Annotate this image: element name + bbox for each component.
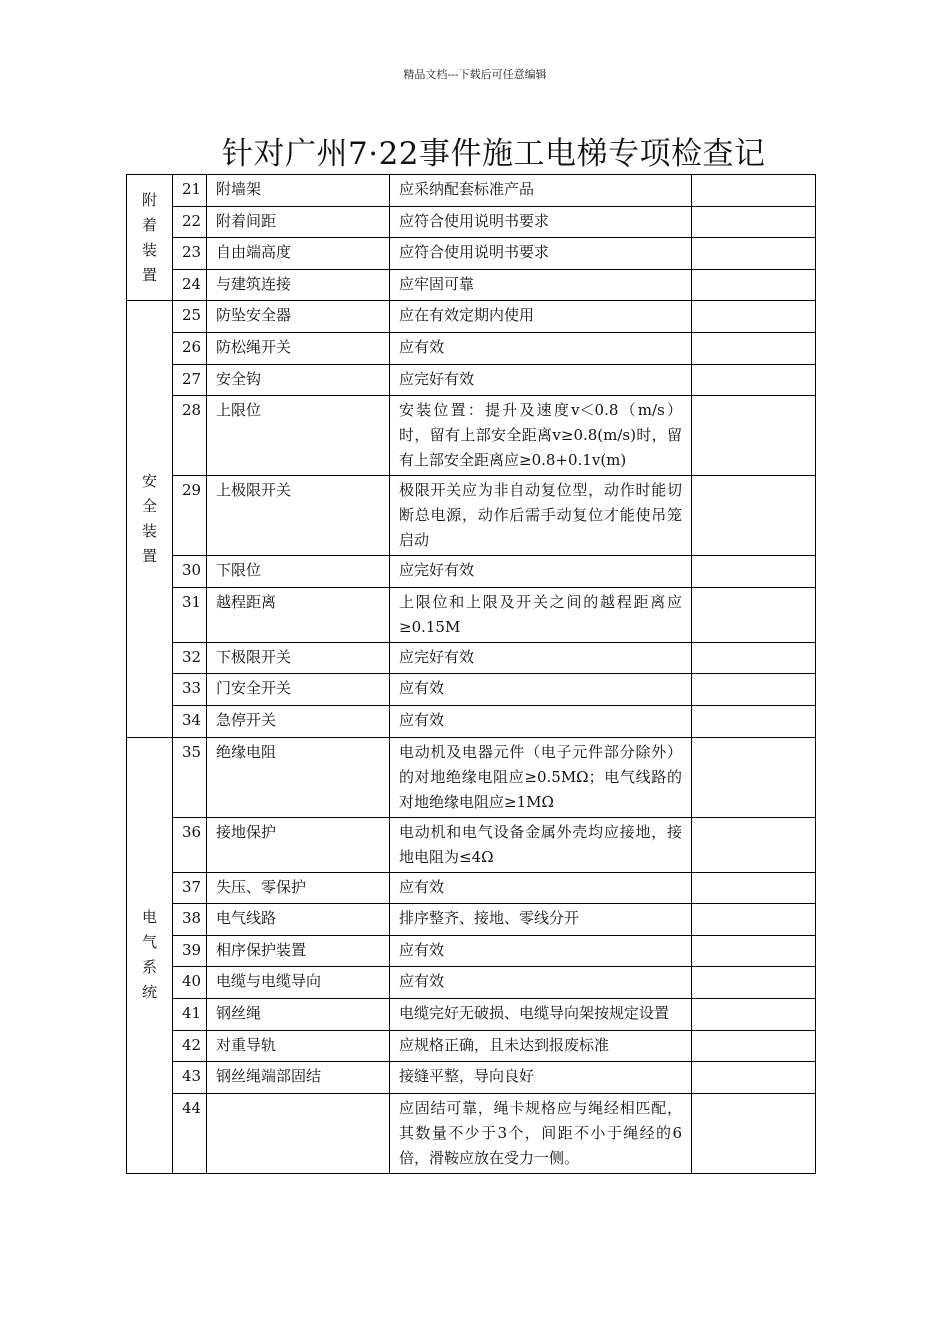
item-name: 防松绳开关: [207, 332, 390, 364]
item-number: 37: [173, 872, 207, 904]
table-row: [127, 332, 816, 364]
item-name: 上限位: [207, 396, 390, 476]
item-number: 26: [173, 332, 207, 364]
item-requirement: 应完好有效: [390, 364, 692, 396]
table-row: [127, 705, 816, 737]
group-label-cell: [127, 301, 173, 737]
item-requirement: 电动机及电器元件（电子元件部分除外）的对地绝缘电阻应≥0.5MΩ；电气线路的对地绝缘电阻应≥1MΩ: [390, 737, 692, 817]
item-result: [692, 642, 816, 674]
item-requirement: 应有效: [390, 967, 692, 999]
table-row: [127, 396, 816, 476]
item-result: [692, 364, 816, 396]
item-result: [692, 1062, 816, 1094]
table-row: [127, 967, 816, 999]
table-row: [127, 238, 816, 270]
item-number: 40: [173, 967, 207, 999]
item-result: [692, 556, 816, 588]
item-requirement: 应完好有效: [390, 642, 692, 674]
item-requirement: 上限位和上限及开关之间的越程距离应≥0.15M: [390, 587, 692, 642]
item-name: 与建筑连接: [207, 269, 390, 301]
item-result: [692, 238, 816, 270]
item-name: 自由端高度: [207, 238, 390, 270]
item-result: [692, 904, 816, 936]
item-result: [692, 175, 816, 207]
item-number: 41: [173, 998, 207, 1030]
item-name: 接地保护: [207, 817, 390, 872]
item-result: [692, 817, 816, 872]
item-name: 下限位: [207, 556, 390, 588]
item-requirement: 应完好有效: [390, 556, 692, 588]
item-requirement: 应有效: [390, 332, 692, 364]
item-name: 电缆与电缆导向: [207, 967, 390, 999]
inspection-table: [126, 174, 816, 1174]
item-result: [692, 332, 816, 364]
item-name: 钢丝绳端部固结: [207, 1062, 390, 1094]
page-header-note: 精品文档---下载后可任意编辑: [403, 68, 547, 81]
group-label: 电气系统: [141, 908, 157, 1002]
item-name: [207, 1093, 390, 1173]
table-row: [127, 476, 816, 556]
item-number: 22: [173, 206, 207, 238]
item-number: 36: [173, 817, 207, 872]
item-number: 35: [173, 737, 207, 817]
table-row: [127, 674, 816, 706]
item-name: 下极限开关: [207, 642, 390, 674]
item-requirement: 安装位置：提升及速度v＜0.8（m/s）时，留有上部安全距离v≥0.8(m/s)时，留有上部安全距离应≥0.8+0.1v(m): [390, 396, 692, 476]
table-row: [127, 364, 816, 396]
table-row: [127, 1030, 816, 1062]
item-requirement: 应有效: [390, 935, 692, 967]
item-name: 越程距离: [207, 587, 390, 642]
table-row: [127, 556, 816, 588]
item-number: 27: [173, 364, 207, 396]
table-row: [127, 998, 816, 1030]
item-name: 电气线路: [207, 904, 390, 936]
item-result: [692, 587, 816, 642]
item-result: [692, 705, 816, 737]
item-number: 42: [173, 1030, 207, 1062]
table-row: [127, 1093, 816, 1173]
item-number: 44: [173, 1093, 207, 1173]
item-requirement: 应采纳配套标准产品: [390, 175, 692, 207]
item-requirement: 应符合使用说明书要求: [390, 206, 692, 238]
item-result: [692, 872, 816, 904]
item-number: 23: [173, 238, 207, 270]
group-label: 安全装置: [141, 471, 157, 565]
item-requirement: 应在有效定期内使用: [390, 301, 692, 333]
table-row: [127, 642, 816, 674]
item-requirement: 应固结可靠，绳卡规格应与绳经相匹配，其数量不少于3个，间距不小于绳经的6倍，滑鞍应放在受力一侧。: [390, 1093, 692, 1173]
inspection-table-body: [127, 175, 816, 1174]
item-number: 43: [173, 1062, 207, 1094]
table-row: [127, 206, 816, 238]
item-name: 安全钩: [207, 364, 390, 396]
table-row: [127, 587, 816, 642]
item-requirement: 接缝平整，导向良好: [390, 1062, 692, 1094]
item-requirement: 应有效: [390, 674, 692, 706]
item-name: 门安全开关: [207, 674, 390, 706]
item-result: [692, 476, 816, 556]
item-name: 附墙架: [207, 175, 390, 207]
item-number: 39: [173, 935, 207, 967]
item-result: [692, 967, 816, 999]
table-row: [127, 904, 816, 936]
item-result: [692, 674, 816, 706]
item-name: 相序保护装置: [207, 935, 390, 967]
table-row: [127, 872, 816, 904]
item-result: [692, 1030, 816, 1062]
item-requirement: 应牢固可靠: [390, 269, 692, 301]
item-number: 30: [173, 556, 207, 588]
item-result: [692, 396, 816, 476]
item-result: [692, 301, 816, 333]
item-name: 失压、零保护: [207, 872, 390, 904]
item-name: 急停开关: [207, 705, 390, 737]
table-row: [127, 175, 816, 207]
group-label: 附着装置: [141, 190, 157, 284]
item-requirement: 应规格正确，且未达到报废标准: [390, 1030, 692, 1062]
item-name: 附着间距: [207, 206, 390, 238]
item-name: 对重导轨: [207, 1030, 390, 1062]
item-requirement: 排序整齐、接地、零线分开: [390, 904, 692, 936]
item-result: [692, 206, 816, 238]
table-row: [127, 1062, 816, 1094]
item-result: [692, 269, 816, 301]
item-number: 28: [173, 396, 207, 476]
table-row: [127, 935, 816, 967]
item-requirement: 应有效: [390, 705, 692, 737]
item-requirement: 极限开关应为非自动复位型，动作时能切断总电源，动作后需手动复位才能使吊笼启动: [390, 476, 692, 556]
item-result: [692, 737, 816, 817]
item-name: 上极限开关: [207, 476, 390, 556]
item-number: 29: [173, 476, 207, 556]
table-row: [127, 269, 816, 301]
item-number: 24: [173, 269, 207, 301]
group-label-cell: [127, 175, 173, 301]
table-row: [127, 737, 816, 817]
item-number: 25: [173, 301, 207, 333]
item-requirement: 电缆完好无破损、电缆导向架按规定设置: [390, 998, 692, 1030]
item-name: 绝缘电阻: [207, 737, 390, 817]
item-name: 防坠安全器: [207, 301, 390, 333]
item-number: 34: [173, 705, 207, 737]
document-title: 针对广州7·22事件施工电梯专项检查记: [222, 136, 766, 172]
group-label-cell: [127, 737, 173, 1173]
item-number: 32: [173, 642, 207, 674]
item-result: [692, 1093, 816, 1173]
item-result: [692, 998, 816, 1030]
item-requirement: 应有效: [390, 872, 692, 904]
item-name: 钢丝绳: [207, 998, 390, 1030]
item-number: 21: [173, 175, 207, 207]
table-row: [127, 817, 816, 872]
item-number: 38: [173, 904, 207, 936]
item-number: 31: [173, 587, 207, 642]
item-number: 33: [173, 674, 207, 706]
table-row: [127, 301, 816, 333]
item-requirement: 应符合使用说明书要求: [390, 238, 692, 270]
item-result: [692, 935, 816, 967]
item-requirement: 电动机和电气设备金属外壳均应接地，接地电阻为≤4Ω: [390, 817, 692, 872]
